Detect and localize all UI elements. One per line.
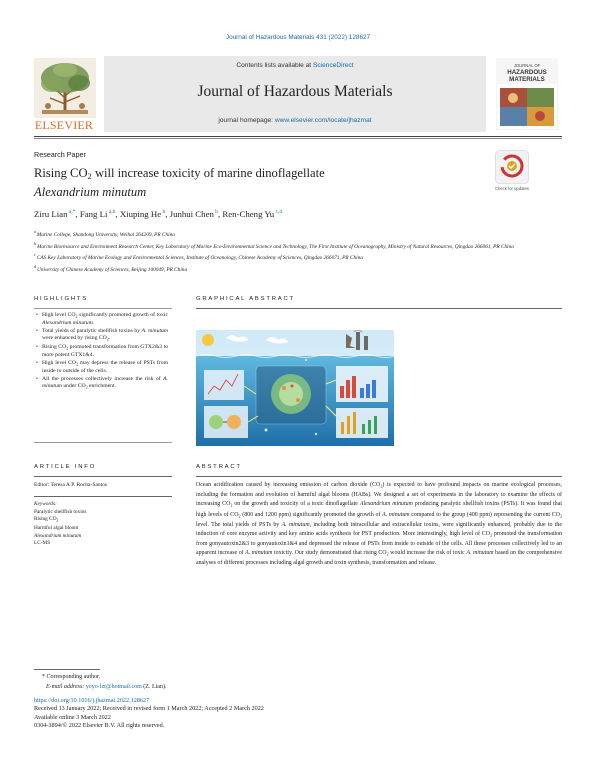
journal-cover-image[interactable] <box>496 58 558 130</box>
author-separator: , <box>75 209 80 219</box>
editor-line: Editor: Teresa A.P. Rocha-Santos <box>34 482 107 488</box>
keywords-rule <box>34 496 172 497</box>
graphical-abstract-image[interactable] <box>196 330 394 446</box>
received-dates: Received 13 January 2022; Received in revised form 1 March 2022; Accepted 2 March 2022 <box>34 705 264 713</box>
author-separator: , <box>115 209 120 219</box>
available-online: Available online 3 March 2022 <box>34 713 111 721</box>
check-for-updates-label[interactable]: Check for updates <box>495 186 529 191</box>
article-type: Research Paper <box>34 150 86 159</box>
cover-title-line3: MATERIALS <box>509 76 545 83</box>
highlight-item: • High level $CO_2$ significantly promoted growth of toxic Alexandrium minutum. <box>36 312 168 327</box>
highlight-item: • High level $CO_2$ may depress the release of PSTs from inside to outside of the cells. <box>36 360 168 375</box>
author-name[interactable]: Ziru Lian <box>34 209 68 219</box>
check-for-updates-icon[interactable] <box>495 150 529 184</box>
article-info-heading: ARTICLE INFO <box>34 464 97 470</box>
cover-title-line1: JOURNAL OF <box>513 63 541 68</box>
author-name[interactable]: Xiuping He <box>119 209 162 219</box>
abstract-rule <box>196 476 562 477</box>
elsevier-wordmark[interactable]: ELSEVIER <box>34 118 94 132</box>
abstract-text: Ocean acidification caused by increasing emission of carbon dioxide $(CO_2)$ is expected to have profound impacts on marine ecological processes, including the formation and evolution of harmful algal blooms (HABs). We designed a set of experiments in the laboratory to examine the effects of increasing $CO_2$ on the growth and toxicity of a toxic dinoflagellate Alexandrium minutum producing paralytic shellfish toxins (PSTs). It was found that high levels of $CO_2$ (800 and 1200 ppm) significantly promoted the growth of A. minutum compared to the group (400 ppm) representing the current $CO_2$ level. The total yields of PSTs by A. minutum, including both intracellular and extracellular toxins, were significantly enhanced, probably due to the induction of core enzyme activity and key amino acids synthesis for PST production. More interestingly, high level of $CO_2$ promoted the transformation from gonyautoxin2&3 to gonyautoxin1&4 and depressed the release of PSTs from inside to outside of the cells. All these processes collectively led to an apparent increase of A. minutum toxicity. Our study demonstrated that rising $CO_2$ would increase the risk of toxic A. minutum based on the comprehensive analyses of different processes including algal growth and toxin synthesis, transformation and release. <box>196 482 563 567</box>
highlight-item: • Rising $CO_2$ promoted transformation from GTX2&3 to more potent GTX1&4. <box>36 344 168 359</box>
author-name[interactable]: Fang Li <box>79 209 108 219</box>
author-name[interactable]: Ren-Cheng Yu <box>222 209 275 219</box>
title-line2: Alexandrium minutum <box>34 185 147 199</box>
affiliation-item: $^a$ Marine College, Shandong University, Weihai 264209, PR China <box>34 229 175 238</box>
header-rule-thin <box>34 138 562 139</box>
email-suffix: (Z. Lian). <box>141 683 167 690</box>
highlights-list <box>36 312 168 392</box>
email-link[interactable]: yoyo-lzr@hotmail.com <box>85 683 142 690</box>
cover-title-line2: HAZARDOUS <box>507 69 547 76</box>
corresponding-author-note: * Corresponding author. <box>42 674 101 680</box>
affiliation-item: $^b$ Marine Bioresource and Environment Research Center, Key Laboratory of Marine Eco-Environmental Science and Technology, The First Institute of Oceanography, Ministry of Natural Resources, Qingdao 266061, PR China <box>34 240 514 250</box>
homepage-prefix: journal homepage: <box>218 117 275 124</box>
highlights-heading: HIGHLIGHTS <box>34 296 89 302</box>
graphical-abstract-rule <box>196 308 562 309</box>
doi-link[interactable]: https://doi.org/10.1016/j.jhazmat.2022.128627 <box>34 697 150 704</box>
copyright: 0304-3894/© 2022 Elsevier B.V. All rights reserved. <box>34 721 165 729</box>
journal-reference[interactable]: Journal of Hazardous Materials 431 (2022) 128627 <box>225 34 371 41</box>
keyword-item: Rising $CO_2$ <box>34 516 59 523</box>
affiliation-item: $^c$ CAS Key Laboratory of Marine Ecology and Environmental Sciences, Institute of Oceanology, Chinese Academy of Sciences, Qingdao 266071, PR China <box>34 252 363 262</box>
author-affiliation-marker[interactable]: b <box>161 209 166 216</box>
keyword-item: LC-MS <box>34 540 51 546</box>
highlight-item: • Total yields of paralytic shellfish toxins by A. minutum were enhanced by rising $CO_2$. <box>36 328 168 343</box>
author-affiliation-marker[interactable]: a,* <box>67 209 76 216</box>
author-separator: , <box>165 209 170 219</box>
keyword-item: Alexandrium minutum <box>34 532 82 539</box>
footnote <box>42 673 166 692</box>
abstract-heading: ABSTRACT <box>196 464 242 470</box>
email-label: E-mail address: <box>46 683 86 690</box>
article-info-rule <box>34 476 172 477</box>
elsevier-tree-logo-icon <box>34 58 96 118</box>
title-part2: will increase toxicity of marine dinoflagellate <box>91 166 325 180</box>
author-list <box>34 209 282 219</box>
publication-info <box>34 697 264 730</box>
header-rule <box>34 136 562 137</box>
contents-line <box>104 62 486 69</box>
author-affiliation-marker[interactable]: b <box>213 209 218 216</box>
sciencedirect-link[interactable]: ScienceDirect <box>312 62 354 69</box>
journal-title: Journal of Hazardous Materials <box>197 83 393 100</box>
affiliation-list <box>34 228 554 275</box>
graphical-abstract-heading: GRAPHICAL ABSTRACT <box>196 296 295 302</box>
title-subscript: 2 <box>87 171 92 181</box>
author-name[interactable]: Junhui Chen <box>169 209 214 219</box>
author-affiliation-marker[interactable]: c,d <box>274 209 283 216</box>
title-part1: Rising CO <box>34 166 88 180</box>
keywords-label: Keywords: <box>34 501 57 507</box>
journal-homepage-line <box>104 117 486 124</box>
homepage-link[interactable]: www.elsevier.com/locate/jhazmat <box>274 117 372 124</box>
keyword-item: Paralytic shellfish toxins <box>34 508 87 515</box>
keywords-block <box>34 501 86 548</box>
author-separator: , <box>218 209 223 219</box>
affiliation-item: $^d$ University of Chinese Academy of Sciences, Beijing 100049, PR China <box>34 264 188 273</box>
keyword-item: Harmful algal bloom <box>34 525 79 531</box>
highlight-item: • All the processes collectively increase the risk of A. minutum under $CO_2$ enrichment. <box>36 376 168 391</box>
contents-prefix: Contents lists available at <box>236 62 313 69</box>
article-title <box>34 165 474 200</box>
email-line <box>42 683 166 693</box>
author-affiliation-marker[interactable]: a,b <box>107 209 116 216</box>
footnote-rule <box>34 669 100 670</box>
